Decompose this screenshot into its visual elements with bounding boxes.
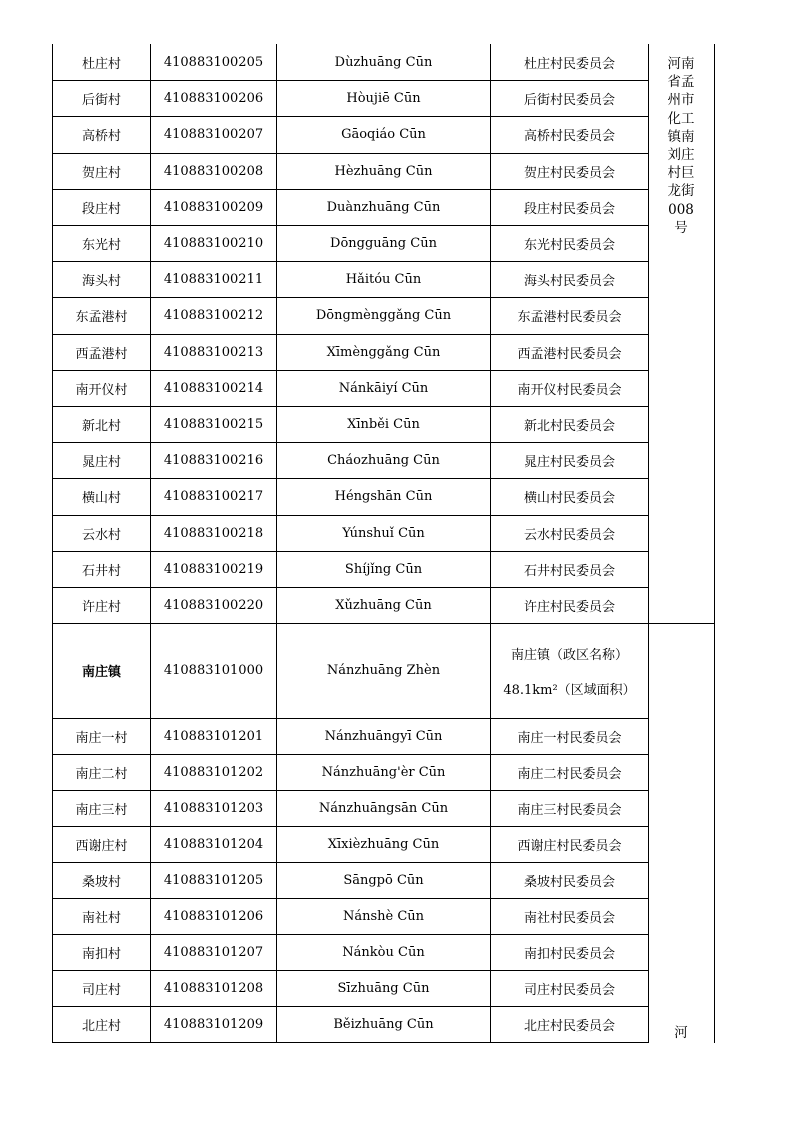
village-code: 410883101206 [163, 909, 264, 925]
village-name: 杜庄村 [81, 57, 121, 73]
village-name: 石井村 [81, 563, 121, 579]
village-name: 南社村 [81, 911, 121, 927]
village-committee: 石井村民委员会 [523, 563, 615, 579]
village-code: 410883101201 [163, 728, 264, 744]
village-committee: 东光村民委员会 [523, 238, 615, 254]
village-pinyin: Sīzhuāng Cūn [337, 981, 430, 997]
village-pinyin: Dōngguāng Cūn [330, 236, 437, 252]
village-code: 410883100210 [163, 236, 264, 252]
town-name: 南庄镇 [81, 665, 121, 681]
village-pinyin: Duànzhuāng Cūn [326, 199, 441, 215]
village-code: 410883100218 [163, 525, 264, 541]
village-pinyin: Běizhuāng Cūn [333, 1017, 434, 1033]
village-name: 南开仪村 [75, 382, 128, 398]
grid-line [648, 44, 649, 1043]
village-code: 410883100209 [163, 199, 264, 215]
village-code: 410883101207 [163, 945, 264, 961]
village-pinyin: Nánkòu Cūn [342, 945, 425, 961]
village-pinyin: Xīnběi Cūn [347, 417, 420, 433]
village-code: 410883100205 [163, 55, 264, 71]
address-vertical-text: 河南省孟州市化工镇南刘庄村巨龙街008号 [667, 56, 695, 236]
village-name: 横山村 [81, 491, 121, 507]
village-code: 410883100207 [163, 127, 264, 143]
village-name: 新北村 [81, 419, 121, 435]
village-name: 高桥村 [81, 129, 121, 145]
village-pinyin: Hèzhuāng Cūn [334, 163, 433, 179]
town-code: 410883101000 [163, 663, 264, 679]
village-name: 海头村 [81, 274, 121, 290]
village-name: 西谢庄村 [75, 838, 128, 854]
village-committee: 桑坡村民委员会 [523, 874, 615, 890]
village-pinyin: Nánzhuāngyī Cūn [324, 728, 443, 744]
village-name: 晁庄村 [81, 455, 121, 471]
village-committee: 海头村民委员会 [523, 274, 615, 290]
village-pinyin: Dùzhuāng Cūn [334, 55, 433, 71]
village-code: 410883100213 [163, 344, 264, 360]
village-code: 410883101208 [163, 981, 264, 997]
village-name: 段庄村 [81, 201, 121, 217]
village-code: 410883100217 [163, 489, 264, 505]
village-code: 410883101209 [163, 1017, 264, 1033]
village-committee: 南庄三村民委员会 [517, 802, 622, 818]
village-code: 410883100212 [163, 308, 264, 324]
grid-line [648, 623, 715, 624]
village-code: 410883100216 [163, 453, 264, 469]
village-committee: 后街村民委员会 [523, 93, 615, 109]
village-committee: 西谢庄村民委员会 [517, 838, 622, 854]
village-committee: 云水村民委员会 [523, 527, 615, 543]
village-name: 北庄村 [81, 1019, 121, 1035]
village-committee: 南社村民委员会 [523, 911, 615, 927]
village-name: 桑坡村 [81, 874, 121, 890]
village-pinyin: Shíjǐng Cūn [344, 561, 423, 577]
town-note-area: 48.1km²（区域面积） [503, 682, 636, 698]
village-pinyin: Hǎitóu Cūn [345, 272, 422, 288]
village-name: 云水村 [81, 527, 121, 543]
village-committee: 晁庄村民委员会 [523, 455, 615, 471]
village-committee: 南庄二村民委员会 [517, 766, 622, 782]
village-committee: 新北村民委员会 [523, 419, 615, 435]
village-code: 410883100211 [163, 272, 264, 288]
village-pinyin: Hòujiē Cūn [346, 91, 421, 107]
village-code: 410883101204 [163, 836, 264, 852]
town-pinyin: Nánzhuāng Zhèn [326, 663, 441, 679]
grid-line [52, 1042, 649, 1043]
village-pinyin: Xīxièzhuāng Cūn [327, 836, 440, 852]
village-committee: 横山村民委员会 [523, 491, 615, 507]
village-committee: 许庄村民委员会 [523, 600, 615, 616]
village-committee: 段庄村民委员会 [523, 201, 615, 217]
village-name: 司庄村 [81, 983, 121, 999]
village-pinyin: Héngshān Cūn [334, 489, 433, 505]
village-committee: 北庄村民委员会 [523, 1019, 615, 1035]
village-name: 许庄村 [81, 600, 121, 616]
town-note-name: 南庄镇（政区名称） [510, 647, 628, 663]
village-pinyin: Yúnshuǐ Cūn [342, 525, 425, 541]
village-pinyin: Nánshè Cūn [342, 909, 425, 925]
village-name: 南庄二村 [75, 766, 128, 782]
address-vertical-text-continued: 河 [674, 1025, 688, 1042]
village-pinyin: Dōngmènggǎng Cūn [315, 308, 452, 324]
village-code: 410883100206 [163, 91, 264, 107]
village-code: 410883101205 [163, 872, 264, 888]
grid-line [714, 44, 715, 1043]
village-pinyin: Xīmènggǎng Cūn [326, 344, 441, 360]
village-committee: 司庄村民委员会 [523, 983, 615, 999]
village-name: 后街村 [81, 93, 121, 109]
village-committee: 南庄一村民委员会 [517, 730, 622, 746]
village-pinyin: Sāngpō Cūn [343, 872, 424, 888]
village-code: 410883100214 [163, 380, 264, 396]
village-committee: 贺庄村民委员会 [523, 165, 615, 181]
village-pinyin: Nánzhuāng'èr Cūn [321, 764, 446, 780]
village-name: 东光村 [81, 238, 121, 254]
village-name: 贺庄村 [81, 165, 121, 181]
village-name: 南扣村 [81, 947, 121, 963]
village-name: 西孟港村 [75, 346, 128, 362]
village-committee: 杜庄村民委员会 [523, 57, 615, 73]
village-committee: 南开仪村民委员会 [517, 382, 622, 398]
village-code: 410883100220 [163, 598, 264, 614]
village-committee: 高桥村民委员会 [523, 129, 615, 145]
village-name: 南庄三村 [75, 802, 128, 818]
village-pinyin: Gāoqiáo Cūn [341, 127, 426, 143]
village-code: 410883100219 [163, 561, 264, 577]
village-pinyin: Nánzhuāngsān Cūn [318, 800, 449, 816]
village-code: 410883100215 [163, 417, 264, 433]
village-name: 南庄一村 [75, 730, 128, 746]
village-code: 410883100208 [163, 163, 264, 179]
village-pinyin: Xǔzhuāng Cūn [335, 598, 432, 614]
village-committee: 西孟港村民委员会 [517, 346, 622, 362]
village-committee: 南扣村民委员会 [523, 947, 615, 963]
village-code: 410883101202 [163, 764, 264, 780]
village-pinyin: Nánkāiyí Cūn [338, 380, 429, 396]
village-pinyin: Cháozhuāng Cūn [327, 453, 440, 469]
village-name: 东孟港村 [75, 310, 128, 326]
village-code: 410883101203 [163, 800, 264, 816]
village-committee: 东孟港村民委员会 [517, 310, 622, 326]
